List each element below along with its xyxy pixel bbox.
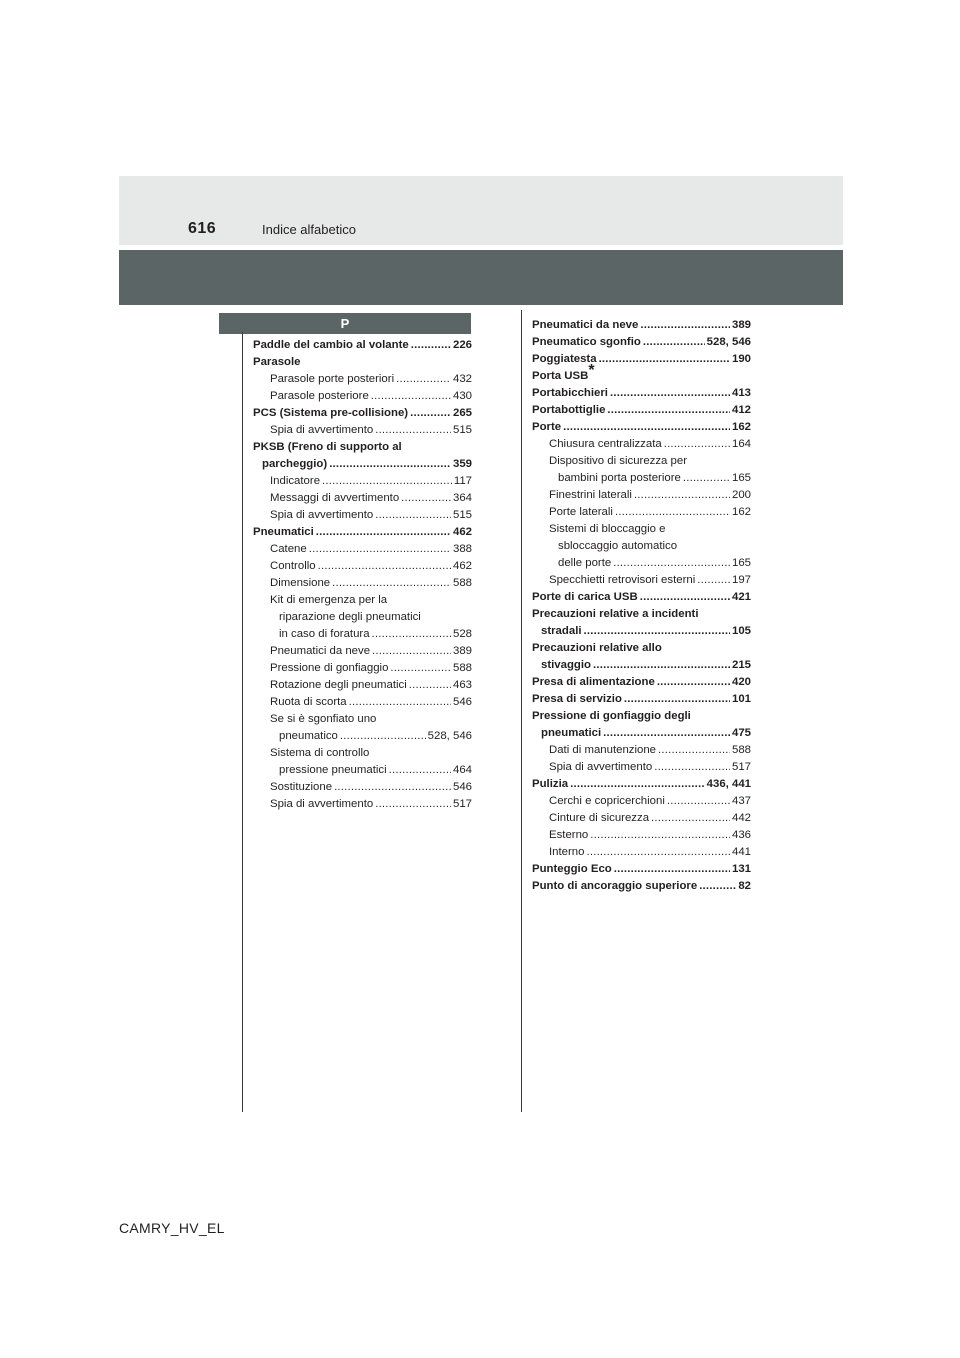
index-entry-page: 162 xyxy=(731,506,751,518)
index-entry xyxy=(253,422,472,439)
index-entry xyxy=(532,640,751,657)
index-entry-label: in caso di foratura xyxy=(279,628,370,640)
index-letter-tab xyxy=(219,313,471,334)
index-entry-label: stivaggio xyxy=(541,659,592,671)
index-entry xyxy=(253,558,472,575)
index-entry-page: 421 xyxy=(731,591,751,603)
index-entry-label: pressione pneumatici xyxy=(279,764,387,776)
index-entry-label: stradali xyxy=(541,625,582,637)
index-entry-page: 117 xyxy=(453,475,472,487)
index-entry xyxy=(253,541,472,558)
index-entry-label: pneumatici xyxy=(541,727,602,739)
dot-leader xyxy=(654,759,730,776)
dot-leader xyxy=(590,827,730,844)
dot-leader xyxy=(372,643,451,660)
index-entry xyxy=(532,810,751,827)
dot-leader xyxy=(372,626,451,643)
dot-leader xyxy=(329,456,451,473)
index-entry xyxy=(253,524,472,541)
index-entry-page: 388 xyxy=(452,543,472,555)
dot-leader xyxy=(643,334,705,351)
dot-leader xyxy=(640,317,730,334)
dot-leader xyxy=(664,436,730,453)
index-entry-label: Spia di avvertimento xyxy=(270,424,374,436)
index-entry-page: 436, 441 xyxy=(706,778,751,790)
index-entry-label: parcheggio) xyxy=(262,458,328,470)
index-entry xyxy=(532,844,751,861)
index-entry xyxy=(253,490,472,507)
index-column-left xyxy=(253,337,472,813)
index-entry-page: 105 xyxy=(731,625,751,637)
index-entry xyxy=(532,538,751,555)
index-entry xyxy=(253,473,472,490)
index-entry-label: Controllo xyxy=(270,560,316,572)
index-entry-label: riparazione degli pneumatici xyxy=(279,611,421,623)
dot-leader xyxy=(375,796,451,813)
dot-leader xyxy=(322,473,452,490)
index-entry xyxy=(532,572,751,589)
section-title: Indice alfabetico xyxy=(262,222,356,237)
index-entry-page: 389 xyxy=(452,645,472,657)
dot-leader xyxy=(697,572,730,589)
index-entry xyxy=(532,521,751,538)
index-entry-label: Pneumatici xyxy=(253,526,314,538)
index-entry-label: Sistema di controllo xyxy=(270,747,370,759)
index-entry-label: Dispositivo di sicurezza per xyxy=(549,455,688,467)
dot-leader xyxy=(318,558,451,575)
index-entry-label: Presa di servizio xyxy=(532,693,622,705)
footer-model-code: CAMRY_HV_EL xyxy=(119,1220,225,1236)
index-entry xyxy=(253,439,472,456)
page-number: 616 xyxy=(188,220,217,237)
index-entry-label: Spia di avvertimento xyxy=(270,798,374,810)
index-entry-label: Precauzioni relative allo xyxy=(532,642,662,654)
index-entry xyxy=(253,456,472,473)
index-entry-label: pneumatico xyxy=(279,730,338,742)
index-entry-page: 546 xyxy=(452,781,472,793)
index-entry-label: Sistemi di bloccaggio e xyxy=(549,523,666,535)
dot-leader xyxy=(390,660,451,677)
dot-leader xyxy=(584,623,730,640)
index-entry-page: 412 xyxy=(731,404,751,416)
dot-leader xyxy=(409,677,451,694)
index-entry-page: 432 xyxy=(452,373,472,385)
dot-leader xyxy=(614,861,730,878)
index-entry-label: Specchietti retrovisori esterni xyxy=(549,574,696,586)
index-entry-page: 430 xyxy=(452,390,472,402)
index-entry-page: 515 xyxy=(452,424,472,436)
dot-leader xyxy=(396,371,451,388)
index-entry-label: sbloccaggio automatico xyxy=(558,540,678,552)
dot-leader xyxy=(610,385,730,402)
index-entry xyxy=(253,405,472,422)
index-entry-page: 588 xyxy=(452,662,472,674)
index-entry-page: 436 xyxy=(731,829,751,841)
index-entry-label: Porte di carica USB xyxy=(532,591,638,603)
dot-leader xyxy=(309,541,451,558)
index-entry-page: 101 xyxy=(731,693,751,705)
index-entry-page: 359 xyxy=(452,458,472,470)
index-entry-label: Cerchi e copricerchioni xyxy=(549,795,665,807)
index-entry-page: 215 xyxy=(731,659,751,671)
index-entry xyxy=(253,507,472,524)
dot-leader xyxy=(389,762,451,779)
index-entry-label: Punto di ancoraggio superiore xyxy=(532,880,698,892)
index-entry-label: delle porte xyxy=(558,557,612,569)
dot-leader xyxy=(683,470,730,487)
index-entry-label: Spia di avvertimento xyxy=(549,761,653,773)
index-entry-page: 197 xyxy=(731,574,751,586)
index-entry xyxy=(253,354,472,371)
dot-leader xyxy=(410,405,451,422)
index-column-right xyxy=(532,317,751,895)
index-entry-label: Pressione di gonfiaggio xyxy=(270,662,389,674)
index-entry-label: Portabottiglie xyxy=(532,404,606,416)
index-entry-page: 420 xyxy=(731,676,751,688)
index-entry xyxy=(532,453,751,470)
index-entry-label: Se si è sgonfiato uno xyxy=(270,713,377,725)
index-entry-label: Rotazione degli pneumatici xyxy=(270,679,407,691)
index-entry-page: 546 xyxy=(452,696,472,708)
index-entry-label: Dati di manutenzione xyxy=(549,744,657,756)
index-entry xyxy=(532,606,751,623)
index-entry-label: Paddle del cambio al volante xyxy=(253,339,409,351)
index-entry xyxy=(253,388,472,405)
index-entry xyxy=(532,436,751,453)
footnote-asterisk: * xyxy=(588,362,595,379)
index-entry xyxy=(532,623,751,640)
index-entry-page: 226 xyxy=(452,339,472,351)
index-entry-label: Parasole xyxy=(253,356,301,368)
index-entry-page: 588 xyxy=(452,577,472,589)
index-entry xyxy=(253,677,472,694)
column-rule-left xyxy=(242,332,243,1112)
index-entry xyxy=(253,728,472,745)
index-entry-label: Cinture di sicurezza xyxy=(549,812,650,824)
index-entry-page: 464 xyxy=(452,764,472,776)
index-entry xyxy=(532,470,751,487)
dot-leader xyxy=(401,490,451,507)
index-entry-label: Poggiatesta xyxy=(532,353,597,365)
index-entry xyxy=(253,762,472,779)
index-entry-page: 190 xyxy=(731,353,751,365)
index-entry-page: 515 xyxy=(452,509,472,521)
index-entry xyxy=(532,334,751,351)
index-entry xyxy=(532,419,751,436)
index-entry-page: 200 xyxy=(731,489,751,501)
index-entry xyxy=(532,827,751,844)
index-entry xyxy=(532,861,751,878)
dot-leader xyxy=(334,779,451,796)
index-entry xyxy=(532,674,751,691)
dot-leader xyxy=(316,524,451,541)
index-entry-label: Parasole posteriore xyxy=(270,390,369,402)
index-entry-label: Interno xyxy=(549,846,585,858)
dot-leader xyxy=(615,504,730,521)
index-entry xyxy=(532,708,751,725)
index-entry-label: Punteggio Eco xyxy=(532,863,612,875)
index-entry xyxy=(532,504,751,521)
index-entry-label: Chiusura centralizzata xyxy=(549,438,662,450)
index-entry xyxy=(253,592,472,609)
index-entry-label: Parasole porte posteriori xyxy=(270,373,395,385)
index-entry-page: 389 xyxy=(731,319,751,331)
dot-leader xyxy=(613,555,730,572)
index-entry xyxy=(532,351,751,368)
index-entry-label: PKSB (Freno di supporto al xyxy=(253,441,402,453)
index-entry xyxy=(532,385,751,402)
index-entry-label: Catene xyxy=(270,543,307,555)
header-dark-band xyxy=(119,250,843,305)
index-entry-label: Pneumatico sgonfio xyxy=(532,336,641,348)
dot-leader xyxy=(607,402,730,419)
index-entry-label: Porta USB xyxy=(532,370,589,382)
index-entry-label: bambini porta posteriore xyxy=(558,472,681,484)
dot-leader xyxy=(411,337,451,354)
index-entry-label: Portabicchieri xyxy=(532,387,608,399)
dot-leader xyxy=(640,589,730,606)
dot-leader xyxy=(658,742,730,759)
dot-leader xyxy=(375,507,451,524)
dot-leader xyxy=(349,694,451,711)
index-entry-page: 528, 546 xyxy=(706,336,751,348)
dot-leader xyxy=(634,487,730,504)
index-entry xyxy=(253,643,472,660)
column-rule-middle xyxy=(521,310,522,1112)
index-entry-page: 162 xyxy=(731,421,751,433)
index-entry-label: Messaggi di avvertimento xyxy=(270,492,400,504)
index-entry-page: 165 xyxy=(731,557,751,569)
index-entry xyxy=(532,691,751,708)
index-entry-page: 164 xyxy=(731,438,751,450)
index-entry-label: Precauzioni relative a incidenti xyxy=(532,608,699,620)
index-entry-page: 265 xyxy=(452,407,472,419)
index-entry-page: 413 xyxy=(731,387,751,399)
index-entry-page: 517 xyxy=(452,798,472,810)
dot-leader xyxy=(332,575,451,592)
index-entry xyxy=(532,362,751,385)
dot-leader xyxy=(699,878,736,895)
index-entry-label: Presa di alimentazione xyxy=(532,676,655,688)
index-entry-label: Dimensione xyxy=(270,577,331,589)
index-entry-label: Sostituzione xyxy=(270,781,333,793)
index-entry-page: 131 xyxy=(731,863,751,875)
index-entry xyxy=(253,779,472,796)
dot-leader xyxy=(371,388,451,405)
index-entry-page: 475 xyxy=(731,727,751,739)
dot-leader xyxy=(651,810,730,827)
index-entry-page: 462 xyxy=(452,560,472,572)
index-entry xyxy=(532,793,751,810)
index-entry xyxy=(532,878,751,895)
index-entry xyxy=(532,725,751,742)
index-entry-label: PCS (Sistema pre-collisione) xyxy=(253,407,409,419)
index-entry xyxy=(253,337,472,354)
index-entry-page: 462 xyxy=(452,526,472,538)
dot-leader xyxy=(667,793,730,810)
index-entry-page: 528, 546 xyxy=(427,730,472,742)
index-entry-page: 82 xyxy=(738,880,751,892)
index-entry-page: 588 xyxy=(731,744,751,756)
index-entry-label: Pressione di gonfiaggio degli xyxy=(532,710,691,722)
index-entry xyxy=(532,555,751,572)
index-entry-page: 442 xyxy=(731,812,751,824)
index-entry xyxy=(253,575,472,592)
index-entry-label: Pneumatici da neve xyxy=(270,645,371,657)
index-entry-label: Pneumatici da neve xyxy=(532,319,639,331)
dot-leader xyxy=(603,725,730,742)
header-band xyxy=(119,176,843,245)
index-entry xyxy=(253,660,472,677)
index-entry-label: Porte laterali xyxy=(549,506,613,518)
index-entry-page: 364 xyxy=(452,492,472,504)
dot-leader xyxy=(340,728,426,745)
index-entry-label: Indicatore xyxy=(270,475,321,487)
index-entry xyxy=(253,694,472,711)
dot-leader xyxy=(593,657,730,674)
index-entry-page: 528 xyxy=(452,628,472,640)
index-entry xyxy=(532,657,751,674)
index-entry xyxy=(532,317,751,334)
dot-leader xyxy=(563,419,730,436)
dot-leader xyxy=(657,674,730,691)
index-entry xyxy=(532,589,751,606)
index-entry-label: Esterno xyxy=(549,829,589,841)
dot-leader xyxy=(375,422,451,439)
index-entry-page: 437 xyxy=(731,795,751,807)
index-entry-page: 463 xyxy=(452,679,472,691)
index-entry xyxy=(253,796,472,813)
index-entry-label: Ruota di scorta xyxy=(270,696,347,708)
dot-leader xyxy=(570,776,705,793)
index-entry-label: Pulizia xyxy=(532,778,569,790)
index-entry xyxy=(532,487,751,504)
index-letter: P xyxy=(340,316,350,331)
dot-leader xyxy=(624,691,730,708)
index-entry xyxy=(532,759,751,776)
dot-leader xyxy=(586,844,730,861)
index-entry xyxy=(532,776,751,793)
dot-leader xyxy=(599,351,730,368)
index-entry xyxy=(253,371,472,388)
index-entry-page: 441 xyxy=(731,846,751,858)
index-entry-page: 165 xyxy=(731,472,751,484)
index-entry xyxy=(253,626,472,643)
index-entry xyxy=(253,711,472,728)
index-entry-label: Spia di avvertimento xyxy=(270,509,374,521)
index-entry-label: Finestrini laterali xyxy=(549,489,632,501)
index-entry xyxy=(253,745,472,762)
index-entry-label: Porte xyxy=(532,421,562,433)
index-entry-page: 517 xyxy=(731,761,751,773)
index-entry-label: Kit di emergenza per la xyxy=(270,594,388,606)
index-entry xyxy=(253,609,472,626)
index-entry xyxy=(532,402,751,419)
index-entry xyxy=(532,742,751,759)
